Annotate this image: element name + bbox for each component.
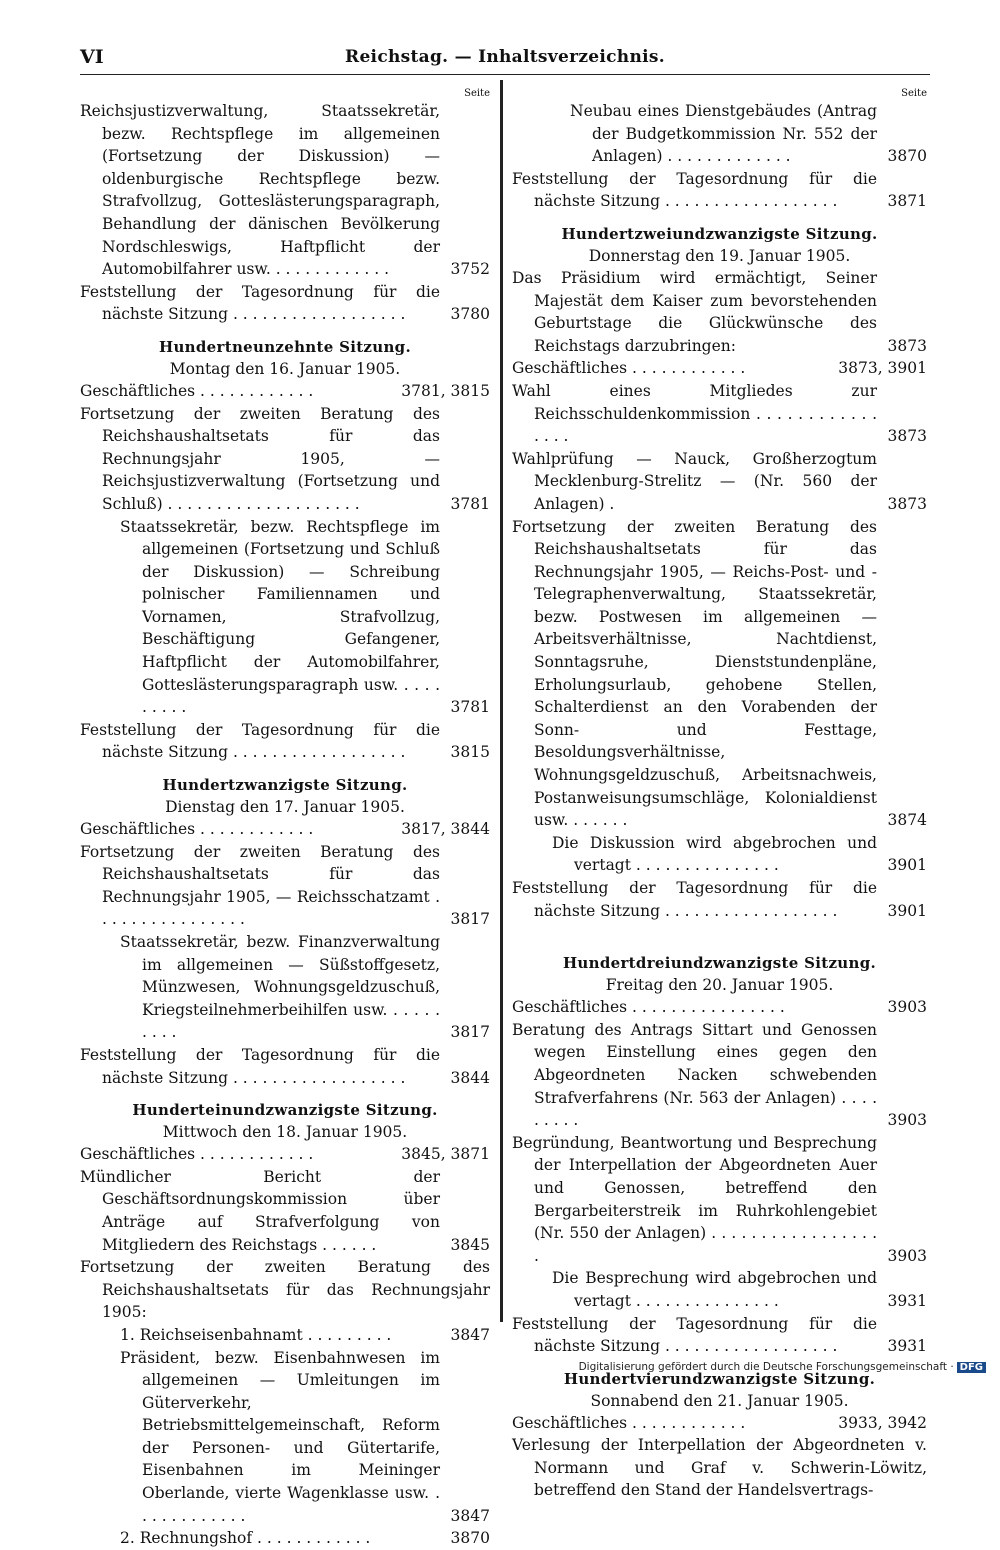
entry-text: Verlesung der Interpellation der Abgeordneten v. Normann und Graf v. Schwerin-Löwitz, betreffend den Stand der Handelsvertrags-: [512, 1436, 927, 1500]
session-heading: Hundertdreiundzwanzigste Sitzung.: [562, 954, 877, 973]
toc-entry: [512, 996, 927, 1019]
session-heading: Hundertvierundzwanzigste Sitzung.: [563, 1369, 876, 1388]
toc-entry: [80, 818, 490, 841]
page-ref: 3847: [450, 1506, 490, 1525]
page-ref: 3931: [887, 1337, 927, 1356]
toc-subentry: [120, 516, 490, 719]
toc-entry: [512, 448, 927, 516]
entry-text: Fortsetzung der zweiten Beratung des Reichshaushaltsetats für das Rechnungsjahr 1905, — Reichs-Post- und -Telegraphenverwaltung, Staatssekretär, bezw. Postwesen im allgemeinen — Arbeitsverhältnisse, Nachtdienst, Sonntagsruhe, Dienststundenpläne, Erholungsurlaub, gehobene Stellen, Schalterdienst an den Vorabenden der Sonn- und Festtage, Besoldungsverhältnisse, Wohnungsgeldzuschuß, Arbeitsnachweis, Postanweisungsumschläge, Kolonialdienst usw. . . . . . .: [512, 517, 877, 830]
entry-text: Die Besprechung wird abgebrochen und vertagt . . . . . . . . . . . . . . .: [552, 1269, 877, 1310]
entry-text: Fortsetzung der zweiten Beratung des Reichshaushaltsetats für das Rechnungsjahr 1905, — Reichsjustizverwaltung (Fortsetzung und Schluß) . . . . . . . . . . . . . . . . . . . .: [80, 404, 440, 513]
footer-credit: [579, 1361, 986, 1373]
toc-entry: [80, 841, 490, 931]
entry-text: Feststellung der Tagesordnung für die nächste Sitzung . . . . . . . . . . . . . . . . . .: [512, 879, 877, 920]
entry-text: Geschäftliches . . . . . . . . . . . . . . . .: [512, 998, 785, 1017]
dfg-logo: DFG: [957, 1362, 986, 1373]
entry-text: Feststellung der Tagesordnung für die nächste Sitzung . . . . . . . . . . . . . . . . . .: [80, 720, 440, 762]
entry-text: Geschäftliches . . . . . . . . . . . .: [512, 1413, 746, 1432]
session-date: Sonnabend den 21. Januar 1905.: [590, 1391, 849, 1410]
session-date: Donnerstag den 19. Januar 1905.: [588, 246, 851, 265]
entry-text: Geschäftliches . . . . . . . . . . . .: [80, 381, 314, 400]
entry-text: Die Diskussion wird abgebrochen und vertagt . . . . . . . . . . . . . . .: [552, 833, 877, 875]
page-ref: 3817: [450, 910, 490, 929]
entry-text: Wahl eines Mitgliedes zur Reichsschuldenkommission . . . . . . . . . . . . . . . .: [512, 381, 877, 446]
seite-label: Seite: [464, 88, 490, 99]
session-date: Dienstag den 17. Januar 1905.: [165, 798, 405, 817]
page-ref: 3901: [887, 901, 927, 920]
page-ref: 3847: [450, 1325, 490, 1344]
session-date: Montag den 16. Januar 1905.: [169, 359, 401, 378]
page-ref: 3871: [887, 192, 927, 211]
entry-text: 1. Reichseisenbahnamt . . . . . . . . .: [120, 1325, 392, 1344]
toc-entry: [80, 380, 490, 403]
right-column: [512, 88, 927, 1502]
page-ref: 3845, 3871: [401, 1145, 490, 1164]
toc-entry: [512, 1132, 927, 1268]
entry-text: 2. Rechnungshof . . . . . . . . . . . .: [120, 1529, 371, 1548]
column-divider: [500, 80, 503, 1322]
entry-text: Wahlprüfung — Nauck, Großherzogtum Mecklenburg-Strelitz — (Nr. 560 der Anlagen) .: [512, 449, 877, 513]
page-header: [80, 46, 930, 74]
entry-text: Präsident, bezw. Eisenbahnwesen im allgemeinen — Umleitungen im Güterverkehr, Betriebsmittelgemeinschaft, Reform der Personen- und Gütertarife, Eisenbahnen im Meininger Oberlande, vierte Wagenklasse usw. . . . . . . . . . . . .: [120, 1348, 440, 1525]
page-ref: 3933, 3942: [838, 1413, 927, 1432]
page-ref: 3817, 3844: [401, 820, 490, 839]
page-ref: 3817: [450, 1023, 490, 1042]
session-heading: Hunderteinundzwanzigste Sitzung.: [132, 1101, 438, 1120]
page-ref: 3845: [450, 1235, 490, 1254]
page-ref: 3873: [887, 427, 927, 446]
toc-entry: [512, 267, 927, 357]
page-ref: 3752: [450, 260, 490, 279]
toc-entry: [80, 1166, 490, 1256]
toc-entry: [80, 1143, 490, 1166]
toc-entry: [512, 168, 927, 213]
toc-entry: [512, 380, 927, 448]
left-column: [80, 88, 490, 1550]
toc-entry: [80, 100, 490, 281]
page-ref: 3870: [887, 147, 927, 166]
entry-text: Staatssekretär, bezw. Finanzverwaltung im allgemeinen — Süßstoffgesetz, Münzwesen, Wohnungsgeldzuschuß, Kriegsteilnehmerbeihilfen usw. . . . . . . . . .: [120, 933, 440, 1042]
toc-subentry: [552, 1267, 927, 1312]
toc-entry: [512, 1412, 927, 1435]
page-ref: 3903: [887, 1246, 927, 1265]
entry-text: Begründung, Beantwortung und Besprechung der Interpellation der Abgeordneten Auer und Genossen, betreffend den Bergarbeiterstreik im Ruhrkohlengebiet (Nr. 550 der Anlagen) . . . . . . . . . . . . . . . . . .: [512, 1133, 877, 1265]
session-heading: Hundertzwanzigste Sitzung.: [162, 776, 408, 795]
toc-entry: [512, 100, 927, 168]
toc-entry: [512, 1313, 927, 1358]
toc-entry: [512, 357, 927, 380]
session-date: Freitag den 20. Januar 1905.: [605, 976, 834, 995]
entry-text: Reichsjustizverwaltung, Staatssekretär, bezw. Rechtspflege im allgemeinen (Fortsetzung der Diskussion) — oldenburgische Rechtspflege bezw. Strafvollzug, Gotteslästerungsparagraph, Behandlung der dänischen Bevölkerung Nordschleswigs, Haftpflicht der Automobilfahrer usw. . . . . . . . . . . . .: [80, 102, 440, 279]
entry-text: Feststellung der Tagesordnung für die nächste Sitzung . . . . . . . . . . . . . . . . . .: [80, 1045, 440, 1087]
entry-text: Staatssekretär, bezw. Rechtspflege im allgemeinen (Fortsetzung und Schluß der Diskussion) — Schreibung polnischer Familiennamen und Vornamen, Strafvollzug, Beschäftigung Gefangener, Haftpflicht der Automobilfahrer, Gotteslästerungsparagraph usw. . . . . . . . . .: [120, 517, 440, 717]
entry-text: Geschäftliches . . . . . . . . . . . .: [80, 820, 314, 839]
toc-entry: [80, 281, 490, 326]
toc-entry: [120, 1324, 490, 1347]
footer-text: Digitalisierung gefördert durch die Deutsche Forschungsgemeinschaft ·: [578, 1361, 954, 1373]
toc-entry: [80, 719, 490, 764]
entry-text: Feststellung der Tagesordnung für die nächste Sitzung . . . . . . . . . . . . . . . . . .: [512, 169, 877, 211]
toc-entry: [80, 403, 490, 516]
page-ref: 3873, 3901: [838, 359, 927, 378]
toc-entry: [512, 877, 927, 922]
page-ref: 3781: [450, 698, 490, 717]
page-ref: 3844: [450, 1068, 490, 1087]
header-rule: [80, 74, 930, 75]
session-date: Mittwoch den 18. Januar 1905.: [162, 1123, 408, 1142]
toc-entry: [512, 1434, 927, 1502]
page-number: VI: [80, 46, 104, 68]
entry-text: Das Präsidium wird ermächtigt, Seiner Majestät dem Kaiser zum bevorstehenden Geburtstage die Glückwünsche des Reichstags darzubringen:: [512, 268, 877, 355]
toc-entry: [80, 1044, 490, 1089]
session-heading: Hundertneunzehnte Sitzung.: [159, 337, 411, 356]
page-ref: 3931: [887, 1291, 927, 1310]
toc-entry: [512, 516, 927, 832]
page-ref: 3873: [887, 494, 927, 513]
toc-subentry: [120, 931, 490, 1044]
session-heading: Hundertzweiundzwanzigste Sitzung.: [561, 224, 878, 243]
page-ref: 3901: [887, 856, 927, 875]
toc-entry: [120, 1527, 490, 1550]
page-ref: 3815: [450, 743, 490, 762]
running-title: Reichstag. — Inhaltsverzeichnis.: [345, 47, 665, 67]
toc-subentry: [552, 832, 927, 877]
page-ref: 3903: [887, 998, 927, 1017]
entry-text: Fortsetzung der zweiten Beratung des Reichshaushaltsetats für das Rechnungsjahr 1905, — Reichsschatzamt . . . . . . . . . . . . . . . .: [80, 842, 440, 929]
toc-subentry: [120, 1347, 490, 1528]
entry-text: Feststellung der Tagesordnung für die nächste Sitzung . . . . . . . . . . . . . . . . . .: [80, 282, 440, 324]
page-ref: 3870: [450, 1529, 490, 1548]
page-ref: 3781, 3815: [401, 381, 490, 400]
page-ref: 3873: [887, 336, 927, 355]
page-ref: 3781: [450, 494, 490, 513]
page-ref: 3780: [450, 305, 490, 324]
seite-label: Seite: [901, 88, 927, 99]
entry-text: Feststellung der Tagesordnung für die nächste Sitzung . . . . . . . . . . . . . . . . . .: [512, 1314, 877, 1356]
page-ref: 3874: [887, 811, 927, 830]
entry-text: Mündlicher Bericht der Geschäftsordnungskommission über Anträge auf Strafverfolgung von Mitgliedern des Reichstags . . . . . .: [80, 1167, 440, 1254]
entry-text: Neubau eines Dienstgebäudes (Antrag der Budgetkommission Nr. 552 der Anlagen) . . . . . . . . . . . . .: [570, 102, 877, 166]
entry-text: Beratung des Antrags Sittart und Genossen wegen Einstellung eines gegen den Abgeordneten Nacken schwebenden Strafverfahrens (Nr. 563 der Anlagen) . . . . . . . . .: [512, 1020, 877, 1130]
entry-text: Geschäftliches . . . . . . . . . . . .: [80, 1145, 314, 1164]
entry-text: Geschäftliches . . . . . . . . . . . .: [512, 359, 746, 378]
page-ref: 3903: [887, 1111, 927, 1130]
entry-text: Fortsetzung der zweiten Beratung des Reichshaushaltsetats für das Rechnungsjahr 1905:: [80, 1258, 490, 1322]
toc-entry: [80, 1256, 490, 1324]
toc-entry: [512, 1019, 927, 1132]
